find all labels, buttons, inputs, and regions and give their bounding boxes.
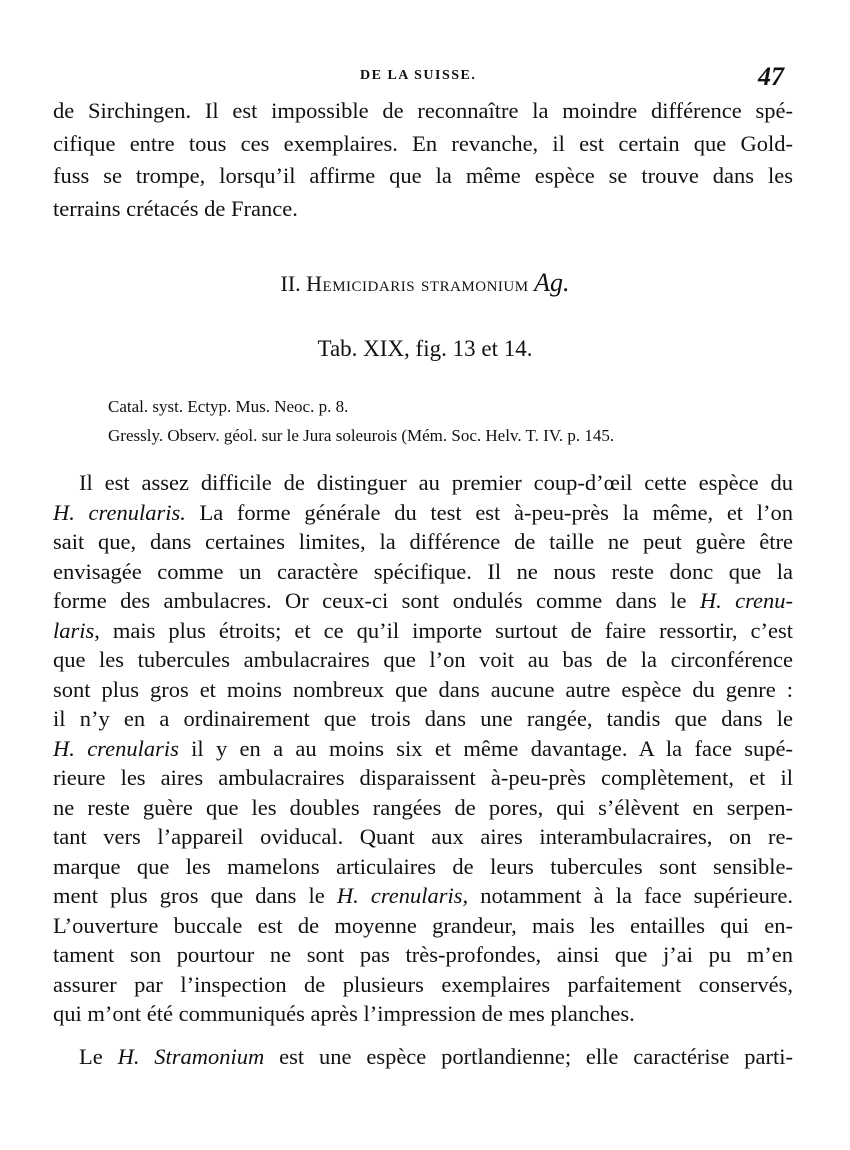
text-line: Il est assez difficile de distinguer au premier coup-d’œil cette espèce du bbox=[79, 470, 793, 495]
text-line: terrains crétacés de France. bbox=[53, 195, 298, 221]
text-line: L’ouverture buccale est de moyenne grandeur, mais les entailles qui en- bbox=[53, 912, 793, 938]
text-line: sont plus gros et moins nombreux que dans aucune autre espèce du genre : bbox=[53, 676, 793, 702]
text-line: H. crenularis. La forme générale du test est à-peu-près la même, et l’on bbox=[53, 499, 793, 525]
text-line: tament son pourtour ne sont pas très-profondes, ainsi que j’ai pu m’en bbox=[53, 942, 793, 967]
text-line: envisagée comme un caractère spécifique. Il ne nous reste donc que la bbox=[53, 558, 793, 584]
text-line: cifique entre tous ces exemplaires. En revanche, il est certain que Gold- bbox=[53, 130, 793, 156]
text-line: fuss se trompe, lorsqu’il affirme que la même espèce se trouve dans les bbox=[53, 163, 793, 188]
intro-paragraph bbox=[53, 100, 793, 220]
text-line: assurer par l’inspection de plusieurs exemplaires parfaitement conservés, bbox=[53, 971, 793, 997]
taxon-name: H. crenularis bbox=[53, 735, 179, 761]
text-line: laris, mais plus étroits; et ce qu’il importe surtout de faire ressortir, c’est bbox=[53, 617, 793, 643]
synonymy-entry: Gressly. Observ. géol. sur le Jura soleurois (Mém. Soc. Helv. T. IV. p. 145. bbox=[108, 426, 615, 445]
text-line: que les tubercules ambulacraires que l’on voit au bas de la circonférence bbox=[53, 647, 793, 672]
synonymy-entry: Catal. syst. Ectyp. Mus. Neoc. p. 8. bbox=[108, 397, 349, 416]
taxon-name: H. Stramonium bbox=[117, 1044, 265, 1069]
taxon-name: H. crenu- bbox=[699, 588, 793, 613]
text-line: il n’y en a ordinairement que trois dans une rangée, tandis que dans le bbox=[53, 706, 793, 731]
page-number: 47 bbox=[758, 62, 784, 91]
running-title: DE LA SUISSE. bbox=[360, 68, 477, 83]
synonymy-list bbox=[108, 392, 798, 450]
species-number: II. bbox=[280, 271, 301, 296]
description-paragraph bbox=[53, 472, 793, 1026]
taxon-name: H. crenularis. bbox=[53, 499, 186, 525]
text-line: H. crenularis il y en a au moins six et même davantage. A la face supé- bbox=[53, 735, 793, 761]
species-author: Ag. bbox=[534, 268, 570, 297]
text-line: tant vers l’appareil oviducal. Quant aux aires interambulacraires, on re- bbox=[53, 824, 793, 849]
text-line: sait que, dans certaines limites, la différence de taille ne peut guère être bbox=[53, 529, 793, 554]
plate-reference: Tab. XIX, fig. 13 et 14. bbox=[317, 336, 533, 361]
text-line: ne reste guère que les doubles rangées de pores, qui s’élèvent en serpen- bbox=[53, 794, 793, 820]
text-line: de Sirchingen. Il est impossible de reconnaître la moindre différence spé- bbox=[53, 98, 793, 123]
species-name: Hemicidaris stramonium bbox=[306, 271, 529, 296]
text-line: forme des ambulacres. Or ceux-ci sont ondulés comme dans le H. crenu- bbox=[53, 588, 793, 613]
text-line: Le H. Stramonium est une espèce portlandienne; elle caractérise parti- bbox=[79, 1044, 793, 1069]
text-line: ment plus gros que dans le H. crenularis, notamment à la face supérieure. bbox=[53, 883, 793, 908]
taxon-name: laris bbox=[53, 617, 95, 643]
text-line: marque que les mamelons articulaires de leurs tubercules sont sensible- bbox=[53, 853, 793, 879]
text-line: qui m’ont été communiqués après l’impression de mes planches. bbox=[53, 1001, 635, 1026]
taxon-name: H. crenularis, bbox=[336, 883, 469, 908]
text-line: rieure les aires ambulacraires disparaissent à-peu-près complètement, et il bbox=[53, 765, 793, 790]
closing-paragraph bbox=[53, 1046, 793, 1069]
species-heading bbox=[0, 268, 850, 298]
